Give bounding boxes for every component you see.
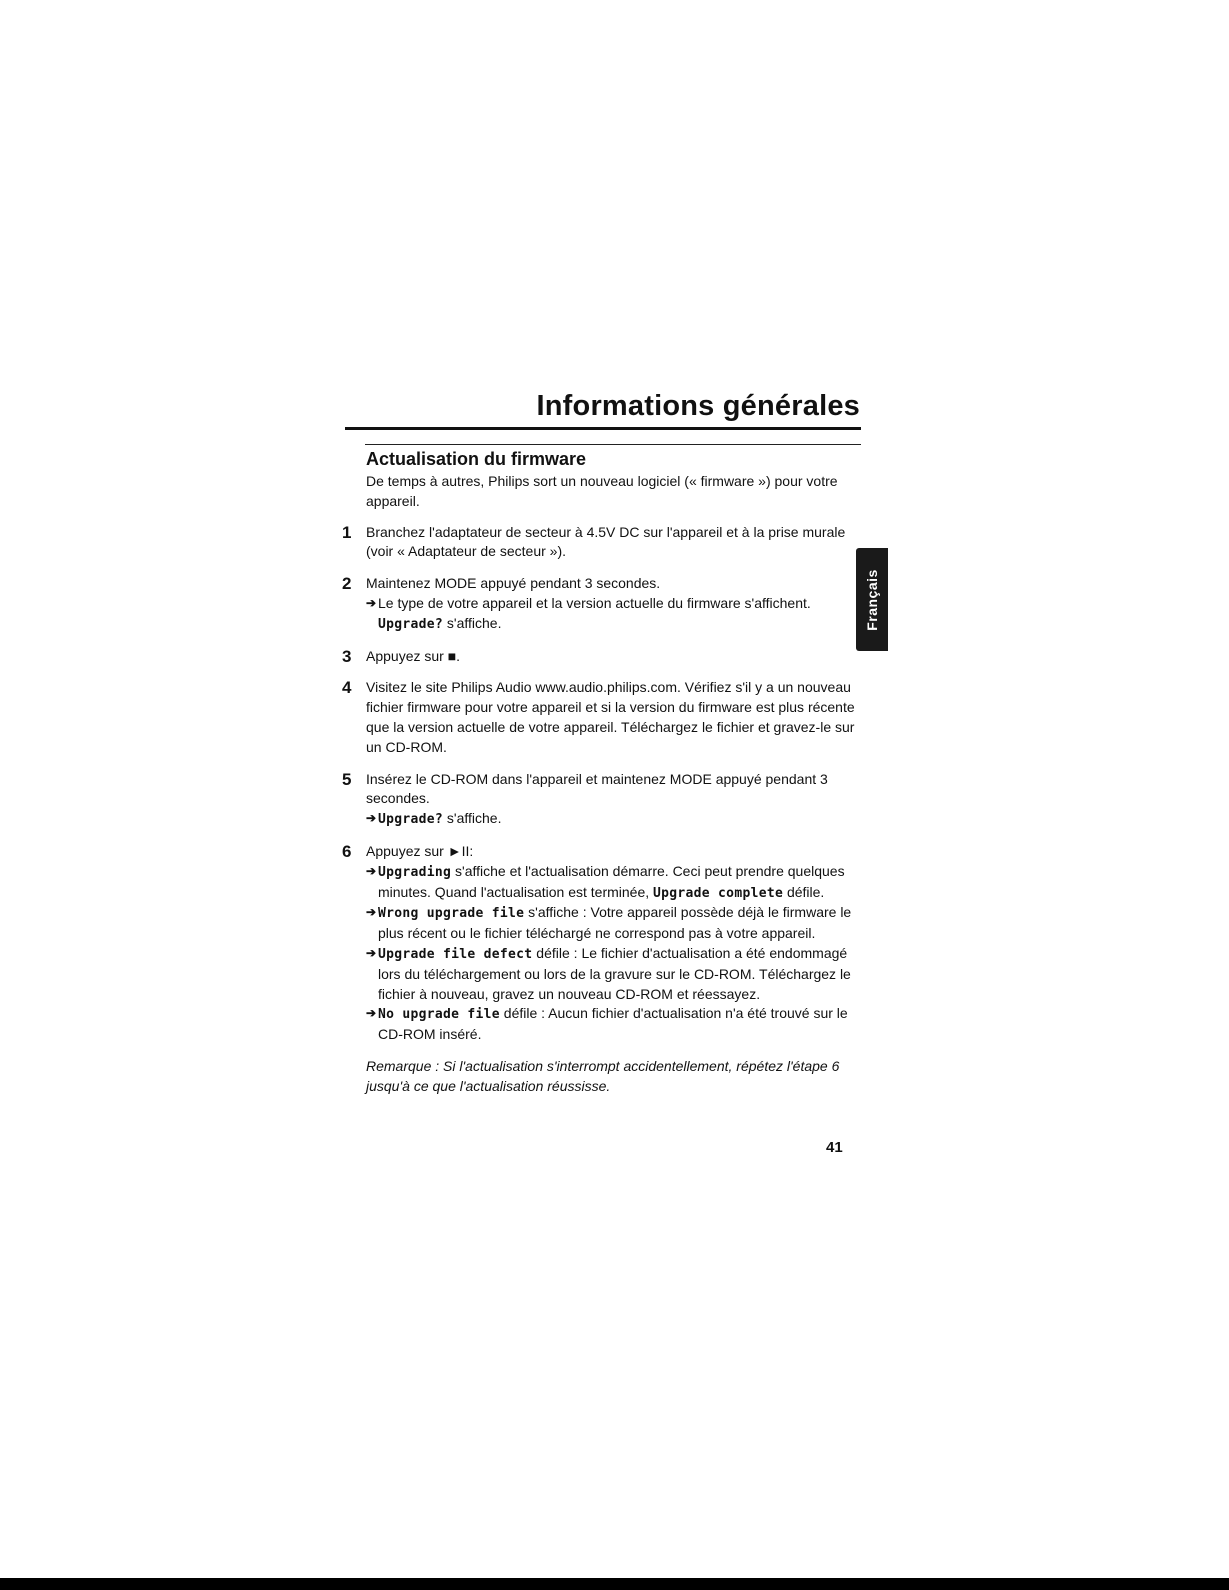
step-result (366, 594, 861, 635)
bottom-border (0, 1578, 1229, 1590)
result-text: défile : Aucun fichier d'actualisation n'a été trouvé sur le CD-ROM inséré. (378, 1005, 848, 1043)
lcd-message: Wrong upgrade file (378, 906, 525, 922)
step-number: 4 (342, 678, 352, 698)
step-6 (342, 841, 861, 1045)
step-1 (342, 522, 861, 563)
intro-paragraph: De temps à autres, Philips sort un nouveau logiciel (« firmware ») pour votre appareil. (366, 473, 838, 509)
main-content (342, 472, 861, 1097)
page-number: 41 (826, 1139, 843, 1156)
page-title: Informations générales (536, 390, 860, 422)
title-rule (345, 427, 861, 430)
step-text: Branchez l'adaptateur de secteur à 4.5V DC sur l'appareil et à la prise murale (voir « Adaptateur de secteur »). (366, 523, 846, 560)
lcd-message: Upgrade complete (653, 885, 784, 901)
step-number: 3 (342, 646, 352, 666)
arrow-icon: ➔ (366, 863, 377, 878)
step-result (366, 862, 861, 904)
step-3 (342, 646, 861, 667)
step-text: Appuyez sur ■. (366, 647, 461, 664)
arrow-icon: ➔ (366, 811, 377, 826)
step-text: Maintenez MODE appuyé pendant 3 secondes. (366, 575, 661, 592)
language-tab-label: Français (864, 568, 880, 631)
step-result (366, 944, 861, 1004)
result-text: défile. (783, 883, 825, 900)
arrow-icon: ➔ (366, 595, 377, 610)
step-4 (342, 678, 861, 757)
step-text: Visitez le site Philips Audio www.audio.philips.com. Vérifiez s'il y a un nouveau fichier firmware pour votre appareil et si la version du firmware est plus récente que la version actuelle de votre appareil. Téléchargez le fichier et gravez-le sur un CD-ROM. (366, 679, 855, 755)
result-text: s'affiche. (443, 614, 502, 631)
step-number: 2 (342, 574, 352, 594)
step-2 (342, 574, 861, 634)
step-number: 5 (342, 769, 352, 789)
lcd-message: No upgrade file (378, 1007, 500, 1023)
result-text: s'affiche et l'actualisation démarre. Ceci peut prendre quelques minutes. Quand l'actualisation est terminée, (378, 862, 845, 900)
step-result (366, 809, 861, 830)
step-text: Insérez le CD-ROM dans l'appareil et maintenez MODE appuyé pendant 3 secondes. (366, 770, 828, 807)
step-result (366, 903, 861, 944)
result-text: défile : Le fichier d'actualisation a été endommagé lors du téléchargement ou lors de la gravure sur le CD-ROM. Téléchargez le fichier à nouveau, gravez un nouveau CD-ROM et réessayez. (378, 944, 851, 1002)
result-text: s'affiche. (443, 810, 502, 827)
step-number: 1 (342, 522, 352, 542)
step-5 (342, 769, 861, 830)
arrow-icon: ➔ (366, 905, 377, 920)
section-title: Actualisation du firmware (366, 449, 587, 469)
lcd-message: Upgrade? (378, 616, 444, 632)
note: Remarque : Si l'actualisation s'interrompt accidentellement, répétez l'étape 6 jusqu'à ce que l'actualisation réussisse. (366, 1057, 840, 1094)
step-number: 6 (342, 841, 352, 861)
lcd-message: Upgrade? (378, 812, 444, 828)
lcd-message: Upgrading (378, 864, 452, 880)
lcd-message: Upgrade file defect (378, 946, 533, 962)
result-text: Le type de votre appareil et la version actuelle du firmware s'affichent. (378, 594, 811, 611)
section-rule (365, 444, 861, 445)
step-text: Appuyez sur ►II: (366, 842, 474, 859)
step-result (366, 1004, 861, 1045)
arrow-icon: ➔ (366, 1006, 377, 1021)
arrow-icon: ➔ (366, 945, 377, 960)
result-text: s'affiche : Votre appareil possède déjà le firmware le plus récent ou le fichier téléchargé ne correspond pas à votre appareil. (378, 904, 852, 942)
